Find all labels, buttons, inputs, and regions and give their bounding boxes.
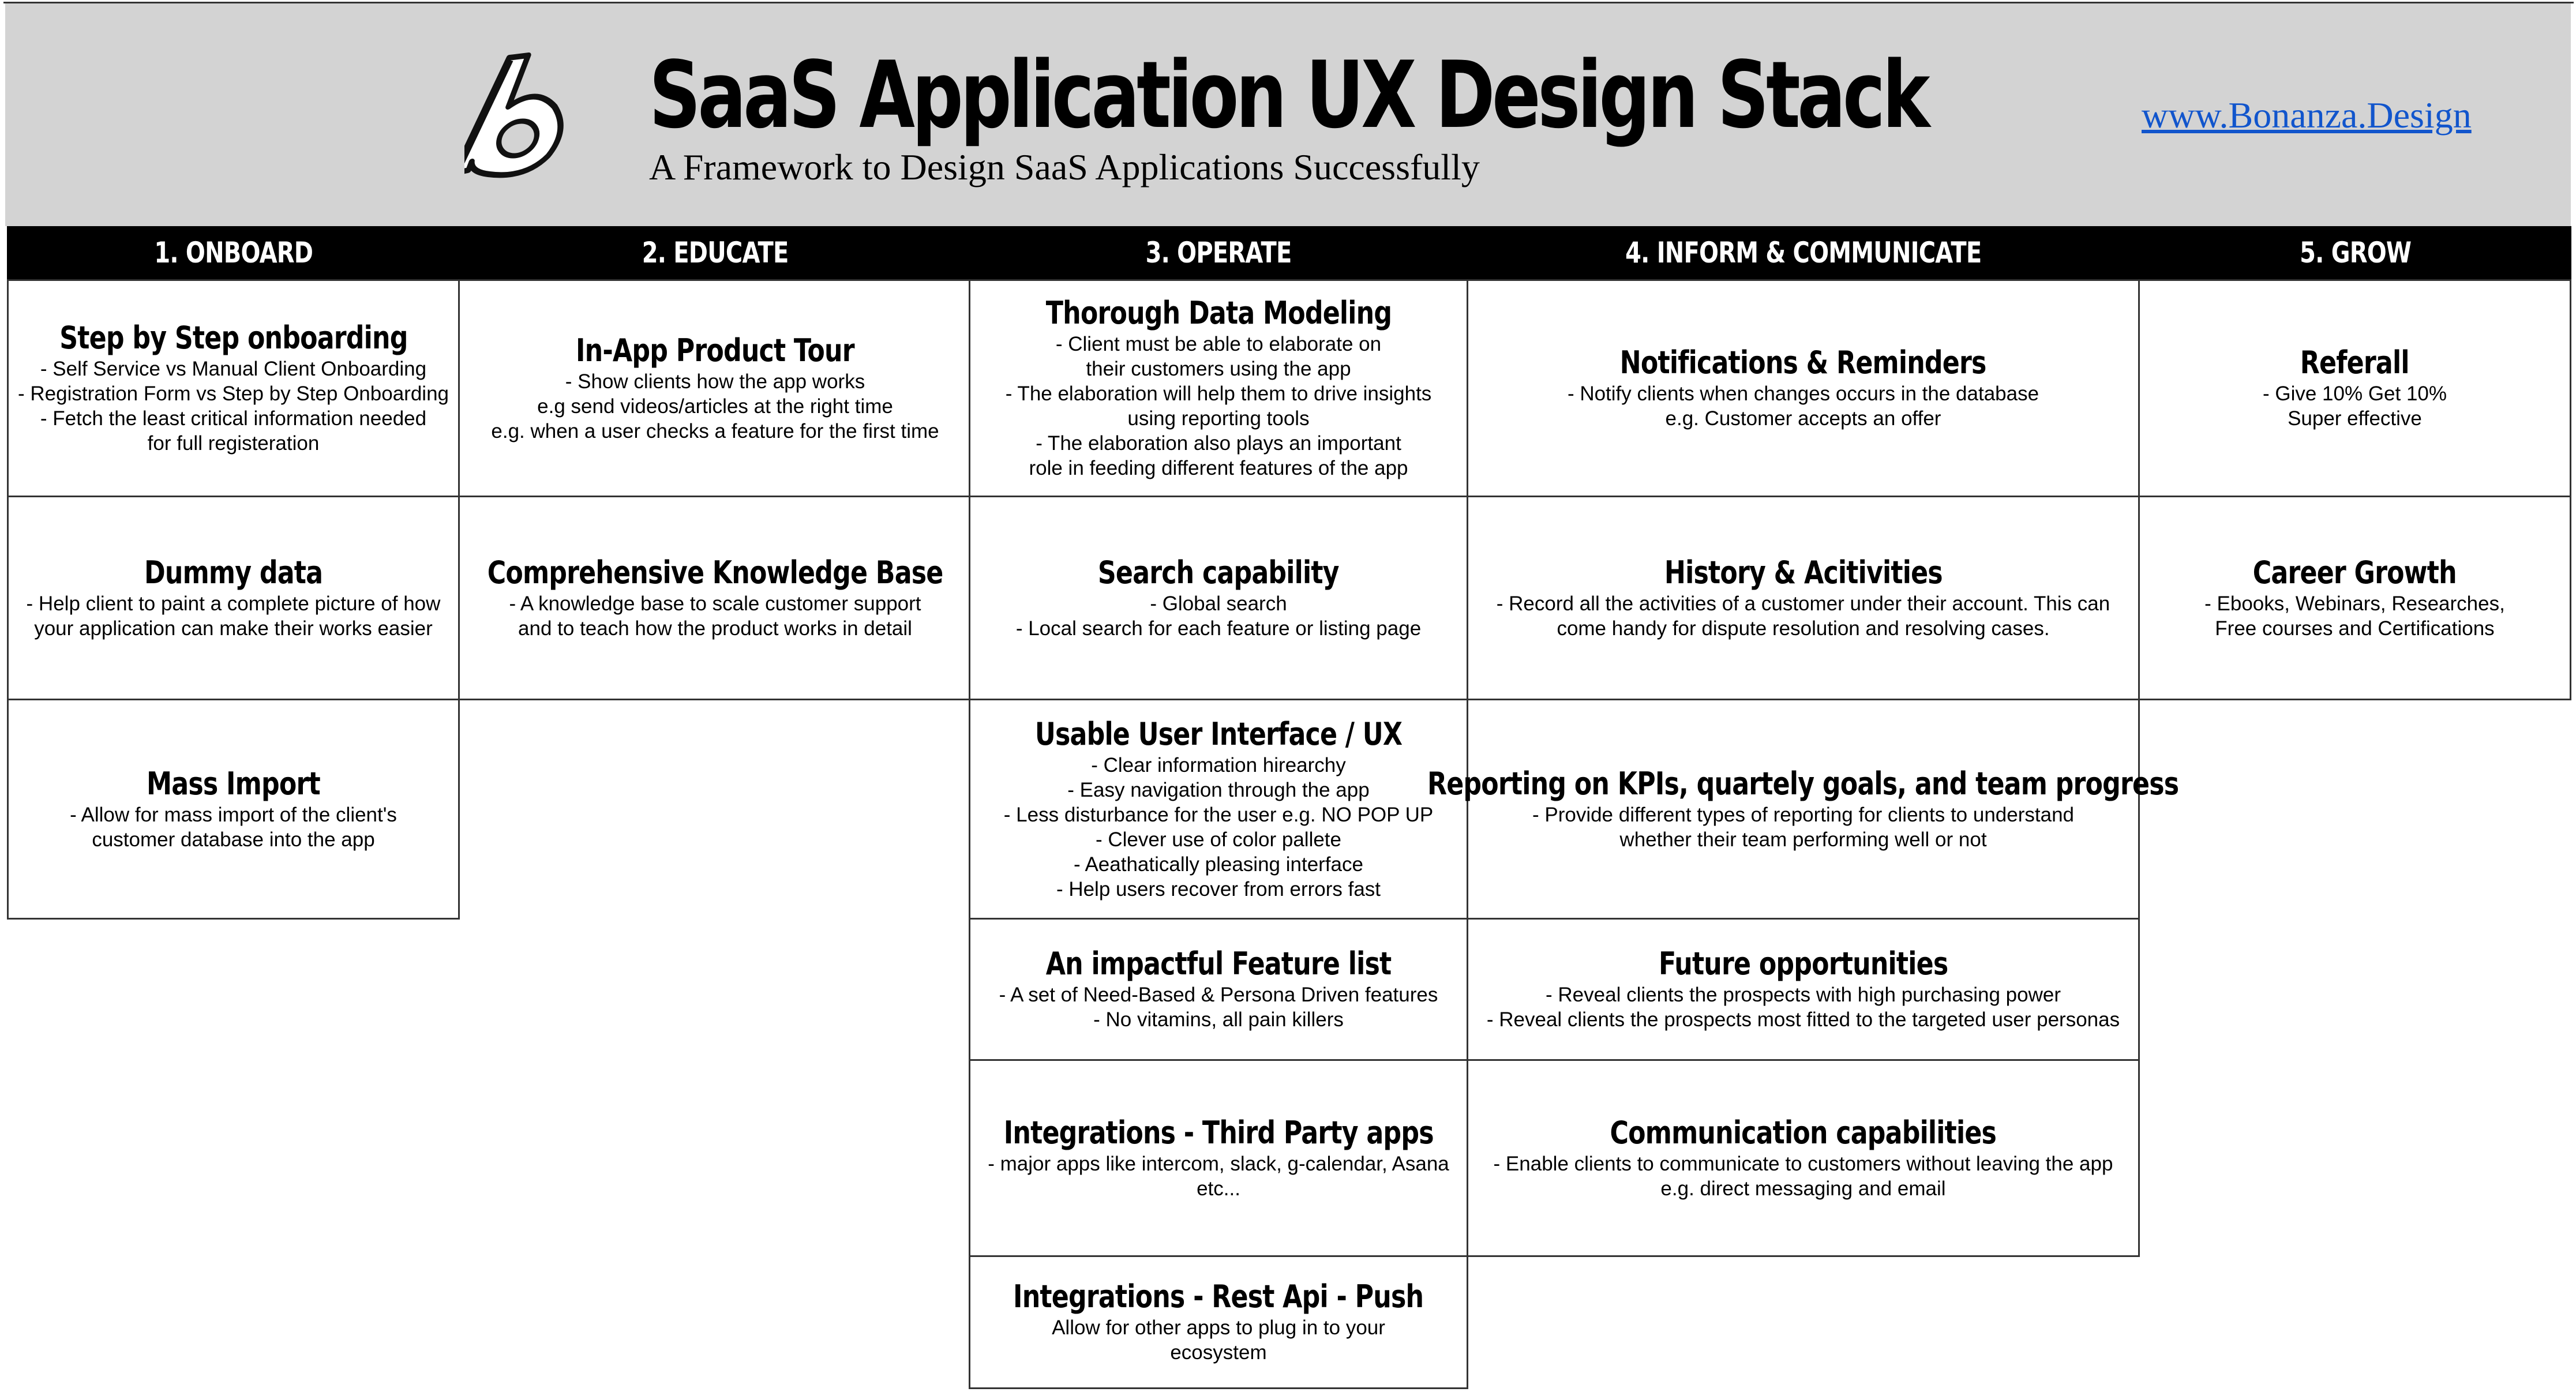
card-career-growth xyxy=(2138,496,2571,700)
column-header-operate: 3. OPERATE xyxy=(1145,236,1292,269)
card-step-by-step-onboarding xyxy=(7,279,460,497)
header-banner xyxy=(5,3,2571,226)
card-body: - Self Service vs Manual Client Onboarding - Registration Form vs Step by Step Onboarding - Fetch the least critical information needed for full registeration xyxy=(17,358,449,455)
card-body: - A knowledge base to scale customer support and to teach how the product works in detail xyxy=(509,592,921,640)
card-title: Reporting on KPIs, quartely goals, and team progress xyxy=(1427,765,2179,802)
page-title: SaaS Application UX Design Stack xyxy=(649,41,1928,149)
card-dummy-data xyxy=(7,496,460,700)
card-body: - Help client to paint a complete picture of how your application can make their works easier xyxy=(26,592,441,640)
card-mass-import xyxy=(7,699,460,920)
card-title: Integrations - Rest Api - Push xyxy=(1013,1278,1424,1315)
card-title: Career Growth xyxy=(2252,554,2457,591)
card-body: - Ebooks, Webinars, Researches, Free courses and Certifications xyxy=(2204,592,2505,640)
card-body: - Clear information hirearchy - Easy navigation through the app - Less disturbance for the user e.g. NO POP UP - Clever use of color pallete - Aeathatically pleasing interface - Help users recover from errors fast xyxy=(1003,753,1434,901)
column-header-grow: 5. GROW xyxy=(2300,236,2412,269)
card-title: Referall xyxy=(2300,344,2409,381)
card-in-app-product-tour xyxy=(458,279,972,497)
column-header-educate: 2. EDUCATE xyxy=(642,236,789,269)
card-body: Allow for other apps to plug in to your ecosystem xyxy=(1052,1316,1385,1364)
card-comprehensive-knowledge-base xyxy=(458,496,972,700)
card-body: - Client must be able to elaborate on their customers using the app - The elaboration will help them to drive insights using reporting tools - The elaboration also plays an important role in feeding different features of the app xyxy=(1005,333,1432,479)
card-impactful-feature-list xyxy=(969,918,1468,1061)
page-subtitle: A Framework to Design SaaS Applications Successfully xyxy=(649,147,1480,187)
card-body: - Allow for mass import of the client's customer database into the app xyxy=(70,803,397,851)
card-body: - Give 10% Get 10% Super effective xyxy=(2262,382,2447,430)
card-notifications-reminders xyxy=(1467,279,2140,497)
card-usable-user-interface xyxy=(969,699,1468,920)
card-title: Dummy data xyxy=(144,554,323,591)
card-title: Thorough Data Modeling xyxy=(1045,295,1392,331)
card-reporting-kpis xyxy=(1427,699,2179,920)
card-title: Integrations - Third Party apps xyxy=(1003,1114,1434,1151)
card-title: Step by Step onboarding xyxy=(59,320,408,356)
column-header-onboard: 1. ONBOARD xyxy=(154,236,313,269)
card-title: History & Acitivities xyxy=(1664,554,1943,591)
card-search-capability xyxy=(969,496,1468,700)
website-link[interactable]: www.Bonanza.Design xyxy=(2142,95,2472,136)
card-body: - Show clients how the app works e.g send videos/articles at the right time e.g. when a user checks a feature for the first time xyxy=(491,370,939,442)
card-body: - A set of Need-Based & Persona Driven features - No vitamins, all pain killers xyxy=(999,984,1438,1031)
column-header-inform-communicate: 4. INFORM & COMMUNICATE xyxy=(1625,236,1982,269)
card-communication-capabilities xyxy=(1467,1059,2140,1257)
card-title: Communication capabilities xyxy=(1610,1114,1997,1151)
card-body: - major apps like intercom, slack, g-calendar, Asana etc... xyxy=(988,1152,1449,1200)
card-title: Notifications & Reminders xyxy=(1620,344,1986,381)
card-title: Mass Import xyxy=(147,765,320,802)
card-title: Comprehensive Knowledge Base xyxy=(487,554,943,591)
card-title: Future opportunities xyxy=(1658,945,1948,982)
card-body: - Global search - Local search for each feature or listing page xyxy=(1015,592,1422,640)
card-history-activities xyxy=(1467,496,2140,700)
card-referall xyxy=(2138,279,2571,497)
card-body: - Enable clients to communicate to customers without leaving the app e.g. direct messaging and email xyxy=(1493,1152,2113,1200)
card-body: - Provide different types of reporting for clients to understand whether their team performing well or not xyxy=(1532,803,2075,851)
card-body: - Notify clients when changes occurs in the database e.g. Customer accepts an offer xyxy=(1567,382,2039,430)
card-title: In-App Product Tour xyxy=(576,332,854,369)
card-title: Usable User Interface / UX xyxy=(1034,715,1403,752)
card-thorough-data-modeling xyxy=(969,279,1468,497)
bonanza-b-logo-icon xyxy=(464,52,591,182)
card-body: - Record all the activities of a customer under their account. This can come handy for dispute resolution and resolving cases. xyxy=(1496,592,2110,640)
card-future-opportunities xyxy=(1467,918,2140,1061)
card-integrations-third-party xyxy=(969,1059,1468,1257)
card-title: Search capability xyxy=(1098,554,1339,591)
card-integrations-rest-api xyxy=(969,1255,1468,1389)
card-body: - Reveal clients the prospects with high purchasing power - Reveal clients the prospects most fitted to the targeted user personas xyxy=(1486,984,2120,1031)
card-title: An impactful Feature list xyxy=(1045,945,1392,982)
